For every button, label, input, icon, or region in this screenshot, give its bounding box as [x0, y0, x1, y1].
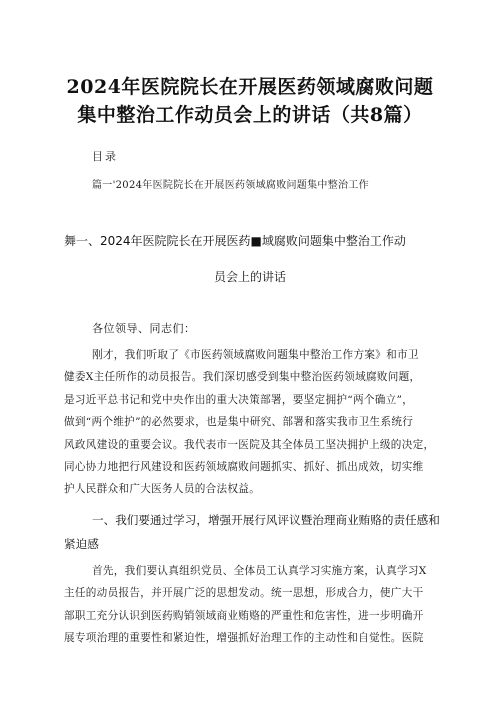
sub-heading-line: 一、我们要通过学习，增强开展行风评议暨治理商业贿赂的责任感和: [92, 513, 440, 527]
paragraph-line: 做到“两个维护”的必然要求，也是集中研究、部署和落实我市卫生系统行: [64, 416, 414, 429]
sub-heading-line: 紧迫感: [64, 537, 99, 551]
paragraph-line: 健委X主任所作的动员报告。我们深切感受到集中整治医药领域腐败问题，: [64, 371, 421, 384]
greeting: 各位领导、同志们：: [92, 322, 196, 335]
paragraph-line: 刚才，我们听取了《市医药领域腐败问题集中整治工作方案》和市卫: [92, 349, 419, 361]
paragraph-line: 护人民群众和广大医务人员的合法权益。: [64, 483, 261, 496]
section-title-line-1: 舞一、2024年医院院长在开展医药■域腐败问题集中整治工作动: [64, 234, 406, 248]
paragraph-line: 首先，我们要认真组织党员、全体员工认真学习实施方案，认真学习X: [92, 565, 427, 577]
sub-heading: [64, 508, 440, 556]
toc-heading: 目录: [92, 150, 118, 163]
paragraph-line: 部职工充分认识到医药购销领域商业贿赂的严重性和危害性，进一步明确开: [64, 609, 424, 622]
section-title-line-2: 员会上的讲话: [213, 270, 286, 284]
paragraph-2: [64, 560, 427, 650]
document-title-line-1: 2024年医院院长在开展医药领域腐败问题: [66, 76, 434, 98]
paragraph-line: 同心协力地把行风建设和医药领域腐败问题抓实、抓好、抓出成效，切实维: [64, 461, 424, 474]
paragraph-line: 风政风建设的重要会议。我代表市一医院及其全体员工坚决拥护上级的决定，: [64, 438, 435, 451]
document-title-line-2: 集中整治工作动员会上的讲话（共8篇）: [77, 104, 423, 126]
toc-item: 篇一'2024年医院院长在开展医药领域腐败问题集中整治工作: [92, 180, 369, 191]
paragraph-line: 展专项治理的重要性和紧迫性，增强抓好治理工作的主动性和自觉性。医院: [64, 632, 424, 645]
paragraph-line: 主任的动员报告，并开展广泛的思想发动。统一思想，形成合力，使广大干: [64, 587, 424, 600]
paragraph-1: [64, 344, 434, 501]
paragraph-line: 是习近平总书记和党中央作出的重大决策部署，要坚定拥护“两个确立”，: [64, 393, 414, 406]
